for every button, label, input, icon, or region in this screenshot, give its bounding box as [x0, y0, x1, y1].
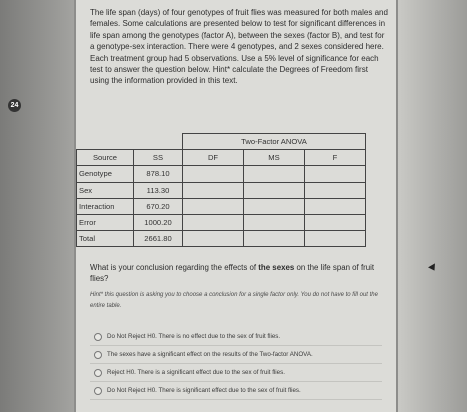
- row-source: Sex: [77, 182, 134, 198]
- anova-header-row: [77, 150, 366, 166]
- left-background: [0, 0, 74, 412]
- question-text-start: What is your conclusion regarding the effects of: [90, 263, 259, 272]
- header-ss: SS: [134, 150, 183, 166]
- radio-button[interactable]: [94, 387, 102, 395]
- header-source: Source: [77, 150, 134, 166]
- row-ss: 2661.80: [134, 231, 183, 247]
- question-text-emphasis: the sexes: [258, 263, 295, 272]
- hint-text: Hint* this question is asking you to choose a conclusion for a single factor only. You do not have to fill out the entire table.: [90, 292, 378, 309]
- row-ss: 878.10: [134, 166, 183, 182]
- row-df-cell: [183, 182, 244, 198]
- row-df-cell: [183, 166, 244, 182]
- table-row: [77, 198, 366, 214]
- row-f-cell: [305, 198, 366, 214]
- row-ms-cell: [244, 231, 305, 247]
- table-row: [77, 182, 366, 198]
- row-ms-cell: [244, 166, 305, 182]
- row-df-cell: [183, 231, 244, 247]
- row-ss: 113.30: [134, 182, 183, 198]
- question-text: [90, 262, 388, 284]
- answer-option-2[interactable]: [90, 346, 382, 364]
- question-text-end: on the life span of fruit flies?: [90, 263, 375, 283]
- answer-option-label: Reject H0. There is a significant effect due to the sex of fruit flies.: [107, 369, 285, 376]
- row-source: Genotype: [77, 166, 134, 182]
- radio-button[interactable]: [94, 333, 102, 341]
- answer-option-3[interactable]: [90, 364, 382, 382]
- answer-option-label: The sexes have a significant effect on the results of the Two-factor ANOVA.: [107, 351, 313, 358]
- table-row: [77, 214, 366, 230]
- row-ms-cell: [244, 214, 305, 230]
- row-ss: 670.20: [134, 198, 183, 214]
- row-source: Total: [77, 231, 134, 247]
- question-number-badge: 24: [8, 99, 21, 112]
- anova-table: [76, 133, 366, 247]
- row-ss: 1000.20: [134, 214, 183, 230]
- row-source: Interaction: [77, 198, 134, 214]
- row-f-cell: [305, 214, 366, 230]
- row-f-cell: [305, 166, 366, 182]
- question-page: [76, 0, 396, 412]
- row-f-cell: [305, 182, 366, 198]
- header-df: DF: [183, 150, 244, 166]
- answer-option-4[interactable]: [90, 382, 382, 400]
- header-f: F: [305, 150, 366, 166]
- row-f-cell: [305, 231, 366, 247]
- answer-options: [90, 328, 382, 400]
- radio-button[interactable]: [94, 369, 102, 377]
- row-source: Error: [77, 214, 134, 230]
- table-row: [77, 231, 366, 247]
- right-background: [398, 0, 467, 412]
- answer-option-label: Do Not Reject H0. There is no effect due to the sex of fruit flies.: [107, 333, 281, 340]
- row-df-cell: [183, 198, 244, 214]
- intro-text: The life span (days) of four genotypes of fruit flies was measured for both males and females. Some calculations are presented below to test for significant differences in life span among the genotypes (factor A), between the sexes (factor B), and test for a genotype-sex interaction. There were 4 genotypes, and 2 sexes considered here. Each treatment group had 5 observations. Use a 5% level of significance for each test to answer the question below. Hint* calculate the Degrees of Freedom first using the information provided in this text.: [90, 8, 388, 86]
- row-df-cell: [183, 214, 244, 230]
- radio-button[interactable]: [94, 351, 102, 359]
- anova-table-title: Two-Factor ANOVA: [183, 134, 366, 150]
- table-row: [77, 166, 366, 182]
- row-ms-cell: [244, 182, 305, 198]
- answer-option-1[interactable]: [90, 328, 382, 346]
- header-ms: MS: [244, 150, 305, 166]
- row-ms-cell: [244, 198, 305, 214]
- answer-option-label: Do Not Reject H0. There is significant effect due to the sex of fruit flies.: [107, 387, 301, 394]
